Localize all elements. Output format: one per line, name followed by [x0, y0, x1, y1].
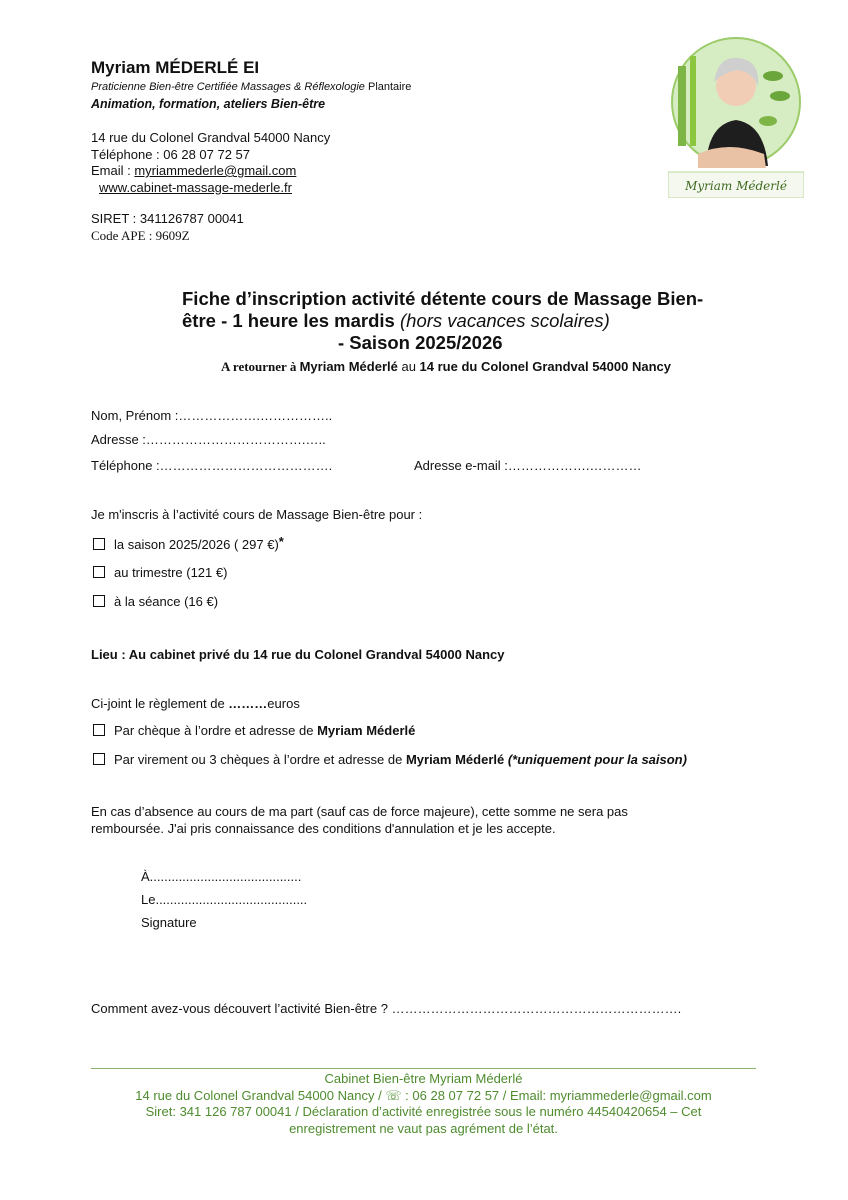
option-session[interactable]: à la séance (16 €) — [93, 594, 218, 609]
footer-line2: 14 rue du Colonel Grandval 54000 Nancy / ☏ : 06 28 07 72 57 / Email: myriammederle@gmail.com — [135, 1087, 712, 1103]
signature-place[interactable]: À.......................................... — [141, 869, 302, 884]
footer — [91, 1071, 756, 1137]
signature-date[interactable]: Le.......................................... — [141, 892, 308, 907]
form-title-line3: - Saison 2025/2026 — [338, 332, 503, 353]
return-instructions: A retourner à Myriam Méderlé au 14 rue du Colonel Grandval 54000 Nancy — [221, 359, 671, 374]
ape-code: Code APE : 9609Z — [91, 228, 190, 243]
form-title-line2: être - 1 heure les mardis (hors vacances scolaires) — [182, 310, 610, 331]
website-link[interactable]: www.cabinet-massage-mederle.fr — [99, 179, 292, 195]
footer-line3: Siret: 341 126 787 00041 / Déclaration d’activité enregistrée sous le numéro 44540420654 – Cet — [145, 1104, 702, 1119]
checkbox[interactable] — [93, 753, 105, 765]
phone-field[interactable]: Téléphone :…………………………………. — [91, 458, 333, 473]
footer-line4: enregistrement ne vaut pas agrément de l’état. — [289, 1120, 558, 1136]
contact-address: 14 rue du Colonel Grandval 54000 Nancy — [91, 130, 331, 145]
signature-label: Signature — [141, 915, 197, 930]
contact-block — [91, 130, 391, 196]
registration-intro: Je m'inscris à l’activité cours de Massage Bien-être pour : — [91, 507, 423, 522]
payment-amount[interactable]: Ci-joint le règlement de ………euros — [91, 696, 300, 711]
activity-subtitle: Animation, formation, ateliers Bien-être — [91, 97, 326, 111]
email-link[interactable]: myriammederle@gmail.com — [134, 163, 297, 178]
payment-transfer-option[interactable]: Par virement ou 3 chèques à l’ordre et adresse de Myriam Méderlé (*uniquement pour la saison) — [93, 752, 687, 767]
cancellation-terms: En cas d’absence au cours de ma part (sauf cas de force majeure), cette somme ne sera pas remboursée. J'ai pris connaissance des conditions d'annulation et je les accepte. — [91, 804, 628, 836]
checkbox[interactable] — [93, 595, 105, 607]
form-title — [120, 288, 800, 354]
logo — [668, 36, 804, 198]
contact-email: Email : myriammederle@gmail.com — [91, 163, 297, 178]
option-season[interactable]: la saison 2025/2026 ( 297 €)* — [93, 534, 284, 552]
name-field[interactable]: Nom, Prénom :……………….…………….. — [91, 408, 333, 423]
option-trimester[interactable]: au trimestre (121 €) — [93, 565, 227, 580]
logo-illustration — [668, 36, 804, 198]
email-field[interactable]: Adresse e-mail :……………….………… — [414, 458, 642, 473]
siret-number: SIRET : 341126787 00041 — [91, 211, 244, 226]
practitioner-name: Myriam MÉDERLÉ EI — [91, 58, 260, 77]
footer-line1: Cabinet Bien-être Myriam Méderlé — [324, 1071, 523, 1086]
checkbox[interactable] — [93, 538, 105, 550]
checkbox[interactable] — [93, 724, 105, 736]
address-field[interactable]: Adresse :……………………………….….. — [91, 432, 326, 447]
checkbox[interactable] — [93, 566, 105, 578]
practitioner-tagline: Praticienne Bien-être Certifiée Massages & Réflexologie Plantaire — [91, 81, 412, 93]
payment-cheque-option[interactable]: Par chèque à l’ordre et adresse de Myriam Méderlé — [93, 723, 415, 738]
footer-divider — [91, 1068, 756, 1069]
contact-website — [91, 180, 391, 197]
form-title-line1: Fiche d’inscription activité détente cours de Massage Bien- — [182, 288, 704, 309]
location: Lieu : Au cabinet privé du 14 rue du Colonel Grandval 54000 Nancy — [91, 647, 505, 662]
contact-phone: Téléphone : 06 28 07 72 57 — [91, 146, 251, 162]
logo-caption: Myriam Méderlé — [685, 179, 787, 193]
discovery-question[interactable]: Comment avez-vous découvert l’activité Bien-être ? …………………………………………………………. — [91, 1001, 682, 1016]
